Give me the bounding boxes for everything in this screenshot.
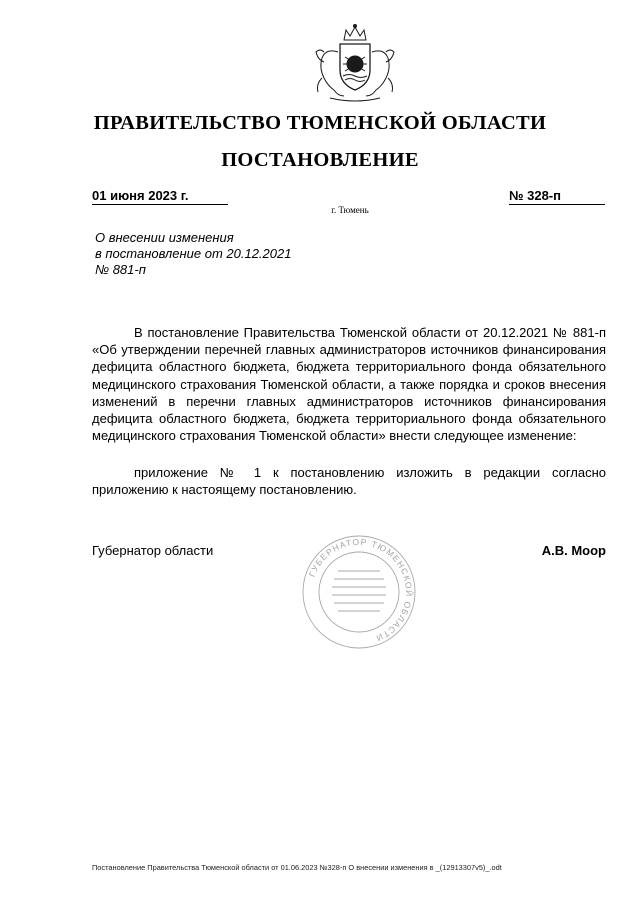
seal-ring-text: ГУБЕРНАТОР ТЮМЕНСКОЙ ОБЛАСТИ — [306, 536, 415, 644]
government-title: ПРАВИТЕЛЬСТВО ТЮМЕНСКОЙ ОБЛАСТИ — [93, 112, 547, 134]
document-type-title: ПОСТАНОВЛЕНИЕ — [221, 149, 419, 171]
body-paragraph: приложение № 1 к постановлению изложить в редакции согласно приложению к настоящему постановлению. — [92, 465, 606, 498]
signer-position: Губернатор области — [92, 543, 214, 558]
city-name: г. Тюмень — [331, 205, 369, 215]
document-footer: Постановление Правительства Тюменской области от 01.06.2023 №328-п О внесении изменения в _(12913307v5)_.odt — [92, 863, 502, 872]
subject-line: в постановление от 20.12.2021 — [95, 246, 292, 261]
subject-line: № 881-п — [95, 262, 146, 277]
decree-date: 01 июня 2023 г. — [92, 188, 228, 205]
decree-subject — [95, 230, 291, 278]
coat-of-arms-emblem — [300, 22, 410, 104]
signer-name: А.В. Моор — [541, 543, 606, 558]
official-seal-stamp — [300, 533, 418, 651]
body-paragraph: В постановление Правительства Тюменской области от 20.12.2021 № 881-п «Об утверждении перечней главных администраторов источников финансирования дефицита областного бюджета, бюджета территориального фонда обязательного медицинского страхования Тюменской области, а также порядка и сроков внесения изменений в перечни главных администраторов источников финансирования дефицита областного бюджета, бюджета территориального фонда обязательного медицинского страхования Тюменской области» внести следующее изменение: — [92, 325, 606, 444]
decree-number: № 328-п — [509, 188, 605, 205]
subject-line: О внесении изменения — [95, 230, 234, 245]
